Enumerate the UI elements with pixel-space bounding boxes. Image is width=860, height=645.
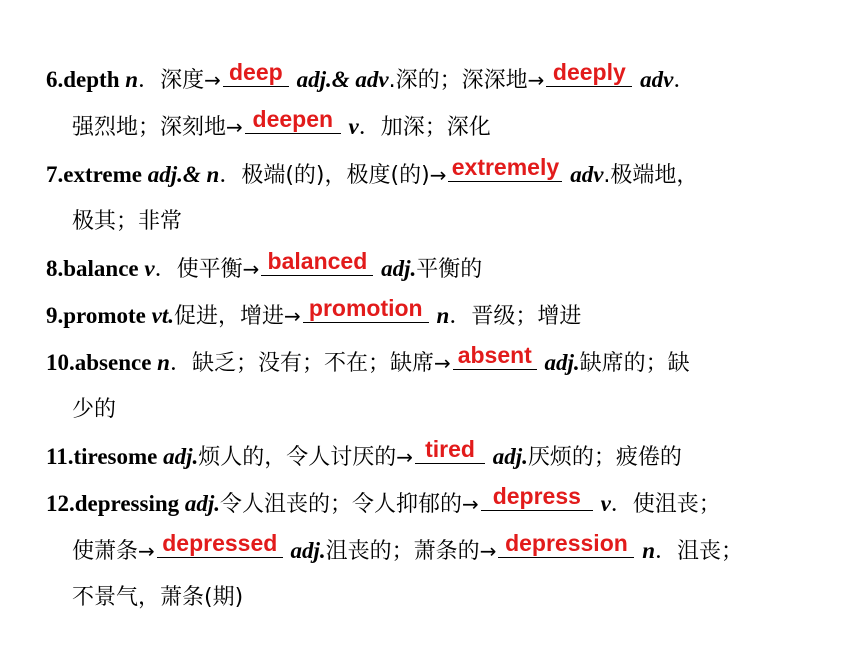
answer-blank [448,154,562,182]
answer-text: depression [505,530,628,556]
part-of-speech: v [144,256,155,281]
part-of-speech: adj. [544,350,580,375]
entry-number: 11. [46,444,74,469]
part-of-speech: adv [640,67,674,92]
part-of-speech: n [642,538,655,563]
entry-7-line-2 [72,206,182,237]
part-of-speech: adj. [184,491,221,516]
answer-blank [498,530,634,558]
entry-number: 9. [46,303,64,328]
answer-text: absent [457,342,532,368]
answer-blank [157,530,283,558]
meaning: 极其；非常 [72,209,183,234]
meaning: 平衡的 [416,257,483,282]
part-of-speech: vt. [151,303,174,328]
entry-12-line-3 [72,582,243,613]
entry-6-line-2: 强烈地；深刻地→ deepen v．加深；深化 [72,106,491,140]
headword: tiresome [73,444,158,469]
answer-text: deepen [252,106,334,132]
answer-blank [481,483,593,511]
entry-12-line-2: 使萧条→ depressed adj.沮丧的；萧条的→ depression n．沮丧； [72,530,744,564]
entry-number: 8. [46,256,64,281]
headword: extreme [63,162,142,187]
meaning: 沮丧的；萧条的 [325,539,480,564]
entry-12-line-1: 12.depressing adj.令人沮丧的；令人抑郁的→ depress v．使沮丧； [46,483,721,517]
entry-number: 10. [46,350,75,375]
answer-text: depressed [162,530,278,556]
entry-7-line-1: 7.extreme adj.& n．极端(的)，极度(的)→ extremely adv.极端地， [46,154,699,188]
meaning: 不景气，萧条(期) [72,585,244,610]
meaning: 深度 [160,68,205,93]
part-of-speech: adj. [290,538,326,563]
headword: balance [63,256,139,281]
part-of-speech: n [157,350,170,375]
answer-blank [245,106,341,134]
answer-blank [453,342,537,370]
meaning: 促进，增进 [173,304,284,329]
entry-number: 6. [46,67,64,92]
meaning: 缺乏；没有；不在；缺席 [191,351,434,376]
meaning: .深的；深深地 [388,68,528,93]
meaning: 令人沮丧的；令人抑郁的 [220,492,463,517]
answer-text: deep [229,59,283,85]
part-of-speech: n [436,303,450,328]
meaning: 使沮丧； [632,492,721,517]
meaning: 使萧条 [72,539,139,564]
entry-6-line-1: 6.depth n．深度→ deep adj.& adv.深的；深深地→ deeply adv． [46,59,696,93]
answer-text: tired [425,436,475,462]
part-of-speech: adv [570,162,604,187]
meaning: 使平衡 [176,257,243,282]
part-of-speech: n [125,67,139,92]
meaning: 少的 [72,397,117,422]
headword: depressing [74,491,180,516]
meaning: 加深；深化 [380,115,491,140]
answer-blank [415,436,485,464]
entry-11-line-1: 11.tiresome adj.烦人的，令人讨厌的→ tired adj.厌烦的；疲倦的 [46,436,682,470]
answer-blank [303,295,429,323]
part-of-speech: adj. [492,444,528,469]
meaning: 缺席的；缺 [579,351,690,376]
part-of-speech: adj.& adv [296,67,389,92]
entry-10-line-1: 10.absence n．缺乏；没有；不在；缺席→ absent adj.缺席的；缺 [46,342,690,376]
meaning: 极端(的)，极度(的) [241,163,430,188]
part-of-speech: adj. [163,444,199,469]
headword: depth [63,67,120,92]
meaning: 强烈地；深刻地 [72,115,227,140]
entry-number: 12. [46,491,75,516]
answer-text: extremely [451,154,560,180]
headword: absence [74,350,152,375]
entry-9-line-1: 9.promote vt.促进，增进→ promotion n．晋级；增进 [46,295,582,329]
part-of-speech: adj. [381,256,417,281]
answer-text: depress [492,483,581,509]
part-of-speech: v [348,114,359,139]
meaning: 晋级；增进 [471,304,582,329]
headword: promote [63,303,146,328]
meaning: 厌烦的；疲倦的 [527,445,682,470]
answer-text: deeply [552,59,626,85]
answer-blank [261,248,373,276]
entry-8-line-1: 8.balance v．使平衡→ balanced adj.平衡的 [46,248,483,282]
answer-text: balanced [267,248,368,274]
answer-text: promotion [308,295,423,321]
part-of-speech: v [600,491,611,516]
entry-number: 7. [46,162,64,187]
meaning: 烦人的，令人讨厌的 [198,445,397,470]
meaning: 沮丧； [677,539,744,564]
entry-10-line-2 [72,394,116,425]
meaning: .极端地， [603,163,699,188]
answer-blank [223,59,289,87]
part-of-speech: adj.& n [147,162,220,187]
answer-blank [546,59,632,87]
